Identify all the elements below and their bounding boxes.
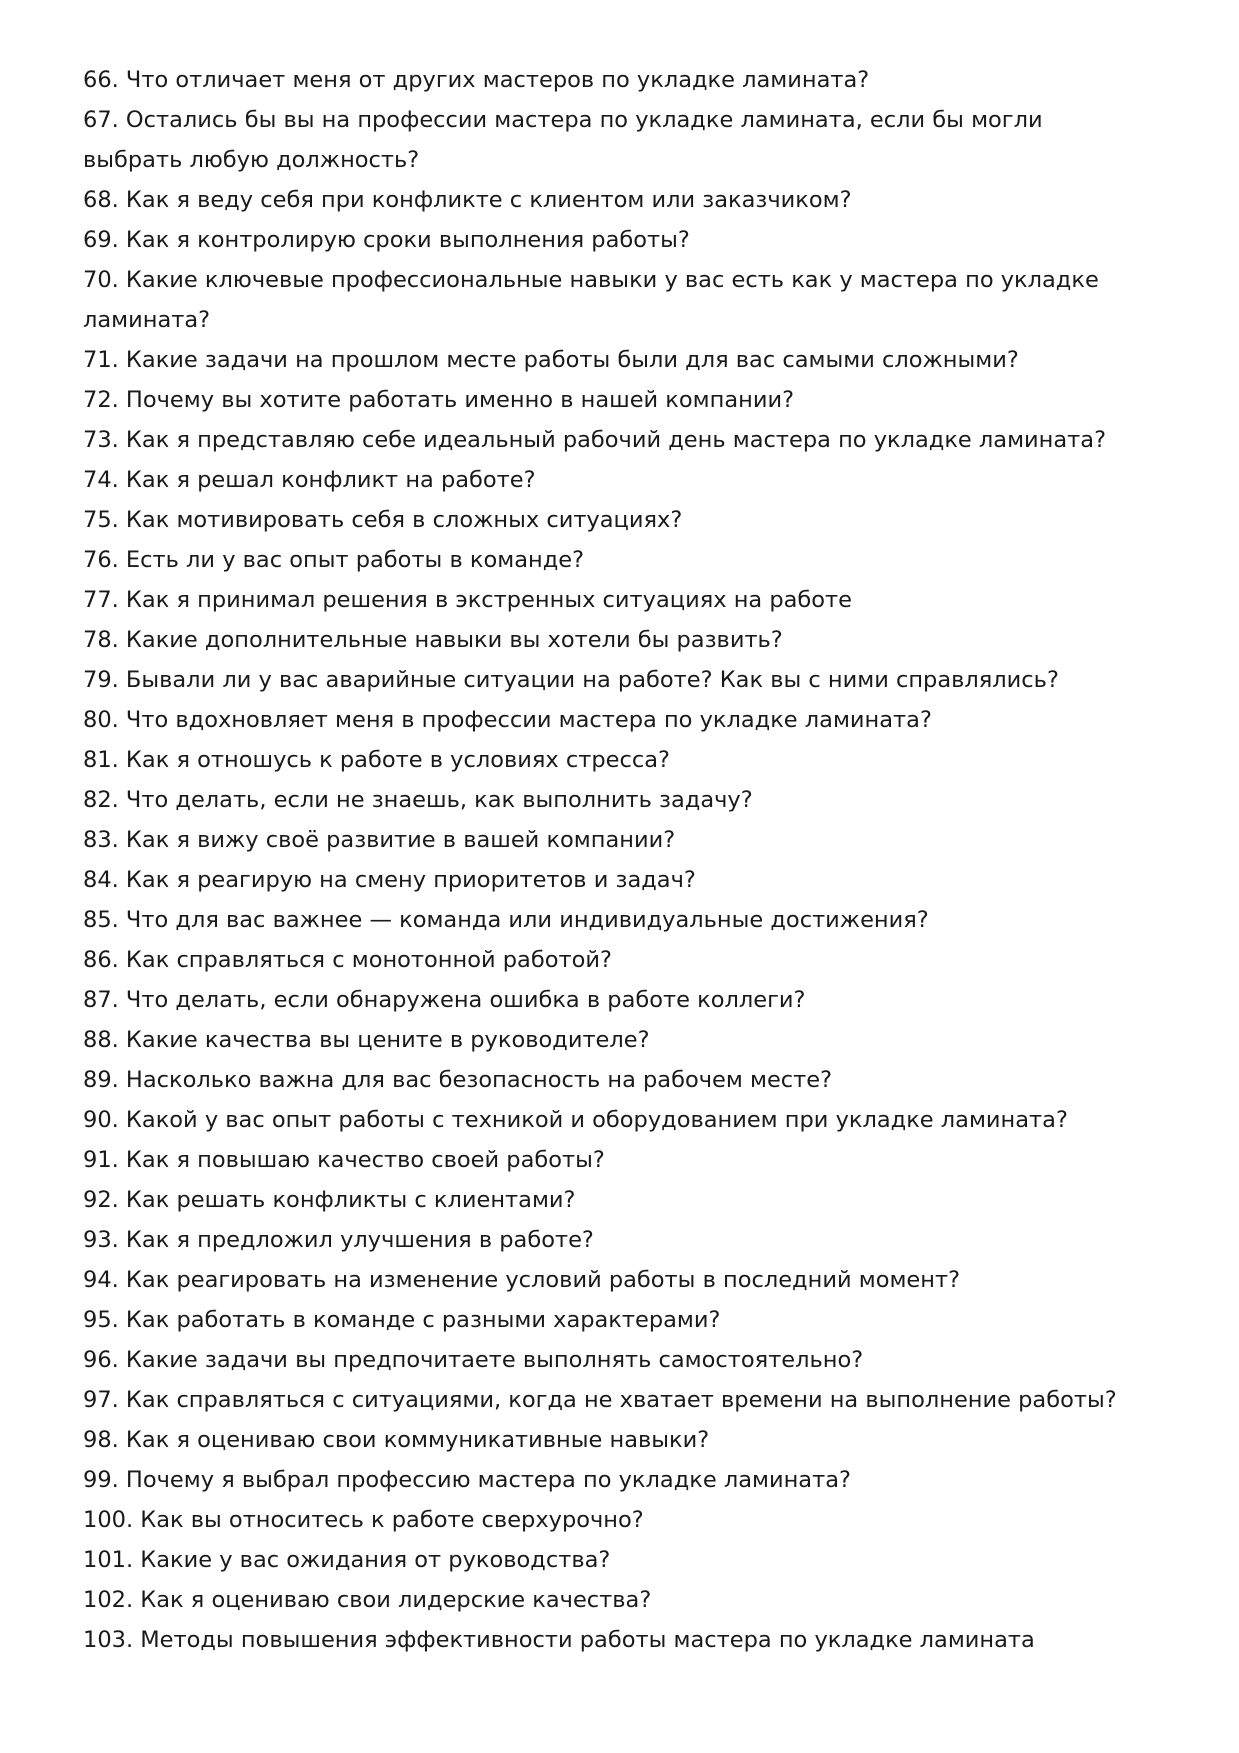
question-item: 101. Какие у вас ожидания от руководства? xyxy=(83,1547,611,1573)
question-item: 92. Как решать конфликты с клиентами? xyxy=(83,1187,576,1213)
question-item: 73. Как я представляю себе идеальный рабочий день мастера по укладке ламината? xyxy=(83,427,1107,453)
question-item: 87. Что делать, если обнаружена ошибка в работе коллеги? xyxy=(83,987,806,1013)
question-item: 89. Насколько важна для вас безопасность на рабочем месте? xyxy=(83,1067,833,1093)
question-item: 75. Как мотивировать себя в сложных ситуациях? xyxy=(83,507,683,533)
question-item: 94. Как реагировать на изменение условий работы в последний момент? xyxy=(83,1267,961,1293)
question-item: 74. Как я решал конфликт на работе? xyxy=(83,467,536,493)
question-list xyxy=(83,60,1143,1660)
question-item: 76. Есть ли у вас опыт работы в команде? xyxy=(83,547,585,573)
question-item: 68. Как я веду себя при конфликте с клиентом или заказчиком? xyxy=(83,187,852,213)
question-item: 95. Как работать в команде с разными характерами? xyxy=(83,1307,721,1333)
question-item: 82. Что делать, если не знаешь, как выполнить задачу? xyxy=(83,787,753,813)
question-item: 77. Как я принимал решения в экстренных ситуациях на работе xyxy=(83,587,853,613)
question-item: 91. Как я повышаю качество своей работы? xyxy=(83,1147,605,1173)
question-item: 84. Как я реагирую на смену приоритетов и задач? xyxy=(83,867,696,893)
question-item: 98. Как я оцениваю свои коммуникативные навыки? xyxy=(83,1427,710,1453)
question-item: 83. Как я вижу своё развитие в вашей компании? xyxy=(83,827,676,853)
question-item: 78. Какие дополнительные навыки вы хотели бы развить? xyxy=(83,627,783,653)
question-item: 96. Какие задачи вы предпочитаете выполнять самостоятельно? xyxy=(83,1347,864,1373)
question-item: 67. Остались бы вы на профессии мастера по укладке ламината, если бы могли выбрать любую должность? xyxy=(83,107,1043,173)
question-item: 71. Какие задачи на прошлом месте работы были для вас самыми сложными? xyxy=(83,347,1019,373)
question-item: 86. Как справляться с монотонной работой? xyxy=(83,947,612,973)
question-item: 85. Что для вас важнее — команда или индивидуальные достижения? xyxy=(83,907,929,933)
question-item: 66. Что отличает меня от других мастеров по укладке ламината? xyxy=(83,67,870,93)
question-item: 72. Почему вы хотите работать именно в нашей компании? xyxy=(83,387,795,413)
question-item: 70. Какие ключевые профессиональные навыки у вас есть как у мастера по укладке ламината? xyxy=(83,267,1099,333)
question-item: 90. Какой у вас опыт работы с техникой и оборудованием при укладке ламината? xyxy=(83,1107,1068,1133)
question-item: 69. Как я контролирую сроки выполнения работы? xyxy=(83,227,690,253)
question-item: 79. Бывали ли у вас аварийные ситуации на работе? Как вы с ними справлялись? xyxy=(83,667,1059,693)
question-item: 81. Как я отношусь к работе в условиях стресса? xyxy=(83,747,670,773)
question-item: 102. Как я оцениваю свои лидерские качества? xyxy=(83,1587,652,1613)
question-item: 93. Как я предложил улучшения в работе? xyxy=(83,1227,594,1253)
question-item: 80. Что вдохновляет меня в профессии мастера по укладке ламината? xyxy=(83,707,932,733)
question-item: 99. Почему я выбрал профессию мастера по укладке ламината? xyxy=(83,1467,851,1493)
question-item: 103. Методы повышения эффективности работы мастера по укладке ламината xyxy=(83,1627,1035,1653)
question-item: 100. Как вы относитесь к работе сверхурочно? xyxy=(83,1507,644,1533)
question-item: 97. Как справляться с ситуациями, когда не хватает времени на выполнение работы? xyxy=(83,1387,1117,1413)
question-item: 88. Какие качества вы цените в руководителе? xyxy=(83,1027,650,1053)
